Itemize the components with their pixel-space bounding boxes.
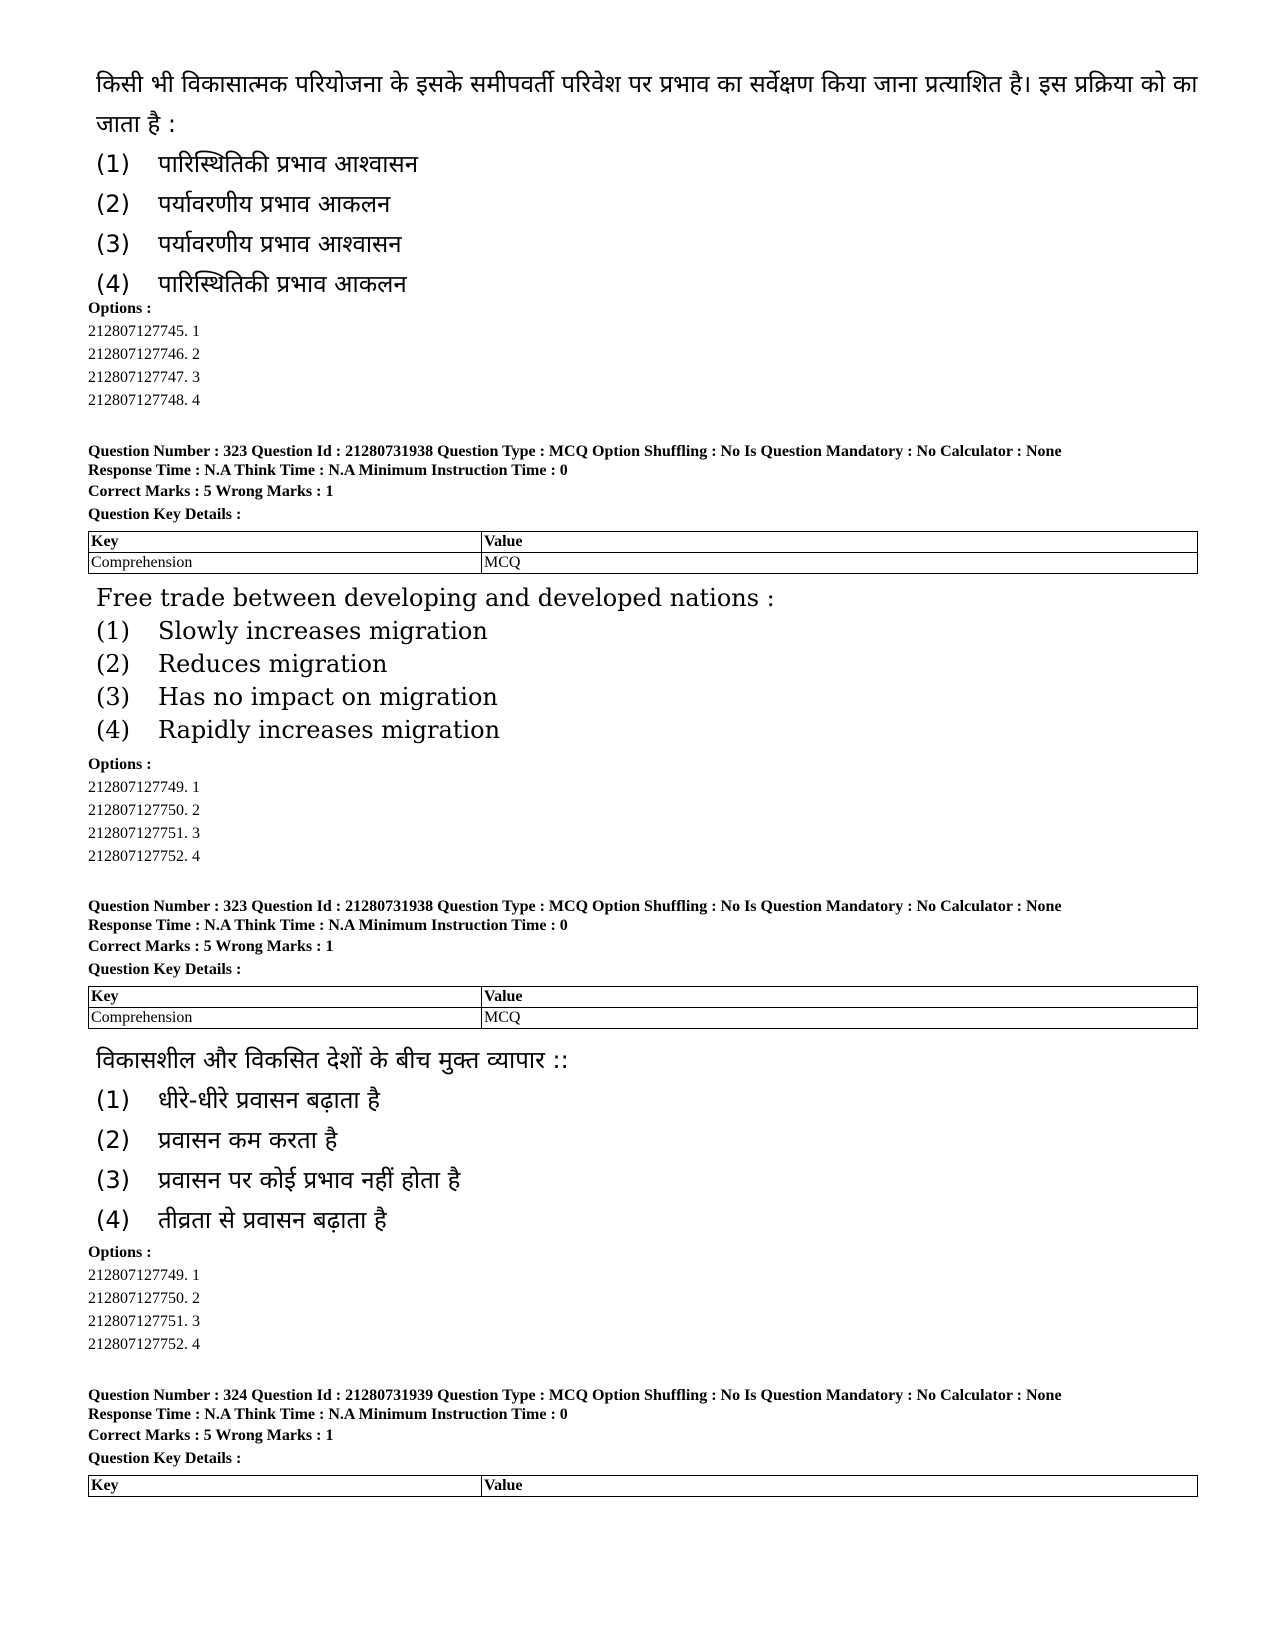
choice-number: (3) bbox=[96, 230, 130, 258]
table-header-row bbox=[89, 1476, 1198, 1497]
options-list bbox=[88, 297, 1198, 412]
marks-line: Correct Marks : 5 Wrong Marks : 1 bbox=[88, 483, 334, 500]
table-cell-key: Comprehension bbox=[89, 1008, 482, 1029]
question-meta-line: Question Number : 323 Question Id : 21280731938 Question Type : MCQ Option Shuffling : No Is Question Mandatory : No Calculator : None bbox=[88, 898, 1062, 915]
options-list bbox=[88, 753, 1198, 868]
question-meta-line: Response Time : N.A Think Time : N.A Minimum Instruction Time : 0 bbox=[88, 1406, 568, 1423]
marks-line: Correct Marks : 5 Wrong Marks : 1 bbox=[88, 1427, 334, 1444]
choice-number: (2) bbox=[96, 190, 130, 218]
table-row bbox=[89, 553, 1198, 574]
table-header-key: Key bbox=[89, 1476, 482, 1497]
question-meta bbox=[88, 442, 1198, 526]
option-id: 212807127749. 1 bbox=[88, 1267, 200, 1284]
choice-row bbox=[96, 648, 1206, 681]
options-list bbox=[88, 1241, 1198, 1356]
choice-text: तीव्रता से प्रवासन बढ़ाता है bbox=[158, 1206, 387, 1234]
options-label: Options : bbox=[88, 1244, 152, 1261]
marks-line: Correct Marks : 5 Wrong Marks : 1 bbox=[88, 938, 334, 955]
choice-text: Has no impact on migration bbox=[158, 683, 498, 711]
choice-row bbox=[96, 1120, 1206, 1160]
choice-text: पर्यावरणीय प्रभाव आश्वासन bbox=[158, 230, 402, 258]
question-meta-line: Question Number : 323 Question Id : 21280731938 Question Type : MCQ Option Shuffling : No Is Question Mandatory : No Calculator : None bbox=[88, 443, 1062, 460]
table-header-key: Key bbox=[89, 532, 482, 553]
question-meta-line: Question Number : 324 Question Id : 21280731939 Question Type : MCQ Option Shuffling : No Is Question Mandatory : No Calculator : None bbox=[88, 1387, 1062, 1404]
choice-text: Slowly increases migration bbox=[158, 617, 488, 645]
table-header-value: Value bbox=[482, 532, 1198, 553]
option-id: 212807127752. 4 bbox=[88, 1336, 200, 1353]
question-text: विकासशील और विकसित देशों के बीच मुक्त व्यापार :: bbox=[96, 1046, 569, 1074]
key-value-table bbox=[88, 1475, 1198, 1497]
key-details-label: Question Key Details : bbox=[88, 506, 242, 523]
option-id: 212807127751. 3 bbox=[88, 825, 200, 842]
key-details-label: Question Key Details : bbox=[88, 961, 242, 978]
choice-row bbox=[96, 1160, 1206, 1200]
choice-text: प्रवासन कम करता है bbox=[158, 1126, 338, 1154]
choice-text: प्रवासन पर कोई प्रभाव नहीं होता है bbox=[158, 1166, 461, 1194]
option-id: 212807127752. 4 bbox=[88, 848, 200, 865]
choice-row bbox=[96, 714, 1206, 747]
question-meta-line: Response Time : N.A Think Time : N.A Minimum Instruction Time : 0 bbox=[88, 917, 568, 934]
choice-row bbox=[96, 615, 1206, 648]
table-row bbox=[89, 1008, 1198, 1029]
choice-number: (4) bbox=[96, 270, 130, 298]
choice-text: Rapidly increases migration bbox=[158, 716, 501, 744]
choice-text: पर्यावरणीय प्रभाव आकलन bbox=[158, 190, 391, 218]
choice-number: (4) bbox=[96, 1206, 130, 1234]
table-header-value: Value bbox=[482, 1476, 1198, 1497]
choice-number: (2) bbox=[96, 650, 130, 678]
option-id: 212807127750. 2 bbox=[88, 1290, 200, 1307]
choice-row bbox=[96, 144, 1206, 184]
choice-text: पारिस्थितिकी प्रभाव आकलन bbox=[158, 270, 407, 298]
choice-text: Reduces migration bbox=[158, 650, 388, 678]
question-stem bbox=[96, 1040, 1206, 1240]
question-stem bbox=[96, 64, 1206, 304]
key-value-table bbox=[88, 531, 1198, 574]
key-value-table bbox=[88, 986, 1198, 1029]
choice-row bbox=[96, 1200, 1206, 1240]
table-cell-value: MCQ bbox=[482, 553, 1198, 574]
table-header-value: Value bbox=[482, 987, 1198, 1008]
key-details-label: Question Key Details : bbox=[88, 1450, 242, 1467]
options-label: Options : bbox=[88, 756, 152, 773]
table-header-row bbox=[89, 987, 1198, 1008]
question-stem bbox=[96, 582, 1206, 747]
option-id: 212807127745. 1 bbox=[88, 323, 200, 340]
choice-number: (3) bbox=[96, 683, 130, 711]
option-id: 212807127747. 3 bbox=[88, 369, 200, 386]
question-meta bbox=[88, 1386, 1198, 1470]
choice-text: पारिस्थितिकी प्रभाव आश्वासन bbox=[158, 150, 419, 178]
choice-text: धीरे-धीरे प्रवासन बढ़ाता है bbox=[158, 1086, 380, 1114]
choice-number: (2) bbox=[96, 1126, 130, 1154]
question-meta-line: Response Time : N.A Think Time : N.A Minimum Instruction Time : 0 bbox=[88, 462, 568, 479]
table-cell-value: MCQ bbox=[482, 1008, 1198, 1029]
question-text: किसी भी विकासात्मक परियोजना के इसके समीपवर्ती परिवेश पर प्रभाव का सर्वेक्षण किया जाना प्रत्याशित है। इस प्रक्रिया को का जाता है : bbox=[96, 70, 1198, 138]
choice-number: (1) bbox=[96, 617, 130, 645]
question-meta bbox=[88, 897, 1198, 981]
choice-row bbox=[96, 184, 1206, 224]
option-id: 212807127746. 2 bbox=[88, 346, 200, 363]
choice-number: (3) bbox=[96, 1166, 130, 1194]
options-label: Options : bbox=[88, 300, 152, 317]
choice-row bbox=[96, 681, 1206, 714]
option-id: 212807127750. 2 bbox=[88, 802, 200, 819]
question-text: Free trade between developing and developed nations : bbox=[96, 584, 775, 612]
table-header-key: Key bbox=[89, 987, 482, 1008]
table-cell-key: Comprehension bbox=[89, 553, 482, 574]
option-id: 212807127749. 1 bbox=[88, 779, 200, 796]
option-id: 212807127748. 4 bbox=[88, 392, 200, 409]
choice-row bbox=[96, 1080, 1206, 1120]
choice-number: (1) bbox=[96, 1086, 130, 1114]
table-header-row bbox=[89, 532, 1198, 553]
choice-number: (1) bbox=[96, 150, 130, 178]
choice-row bbox=[96, 224, 1206, 264]
choice-number: (4) bbox=[96, 716, 130, 744]
option-id: 212807127751. 3 bbox=[88, 1313, 200, 1330]
